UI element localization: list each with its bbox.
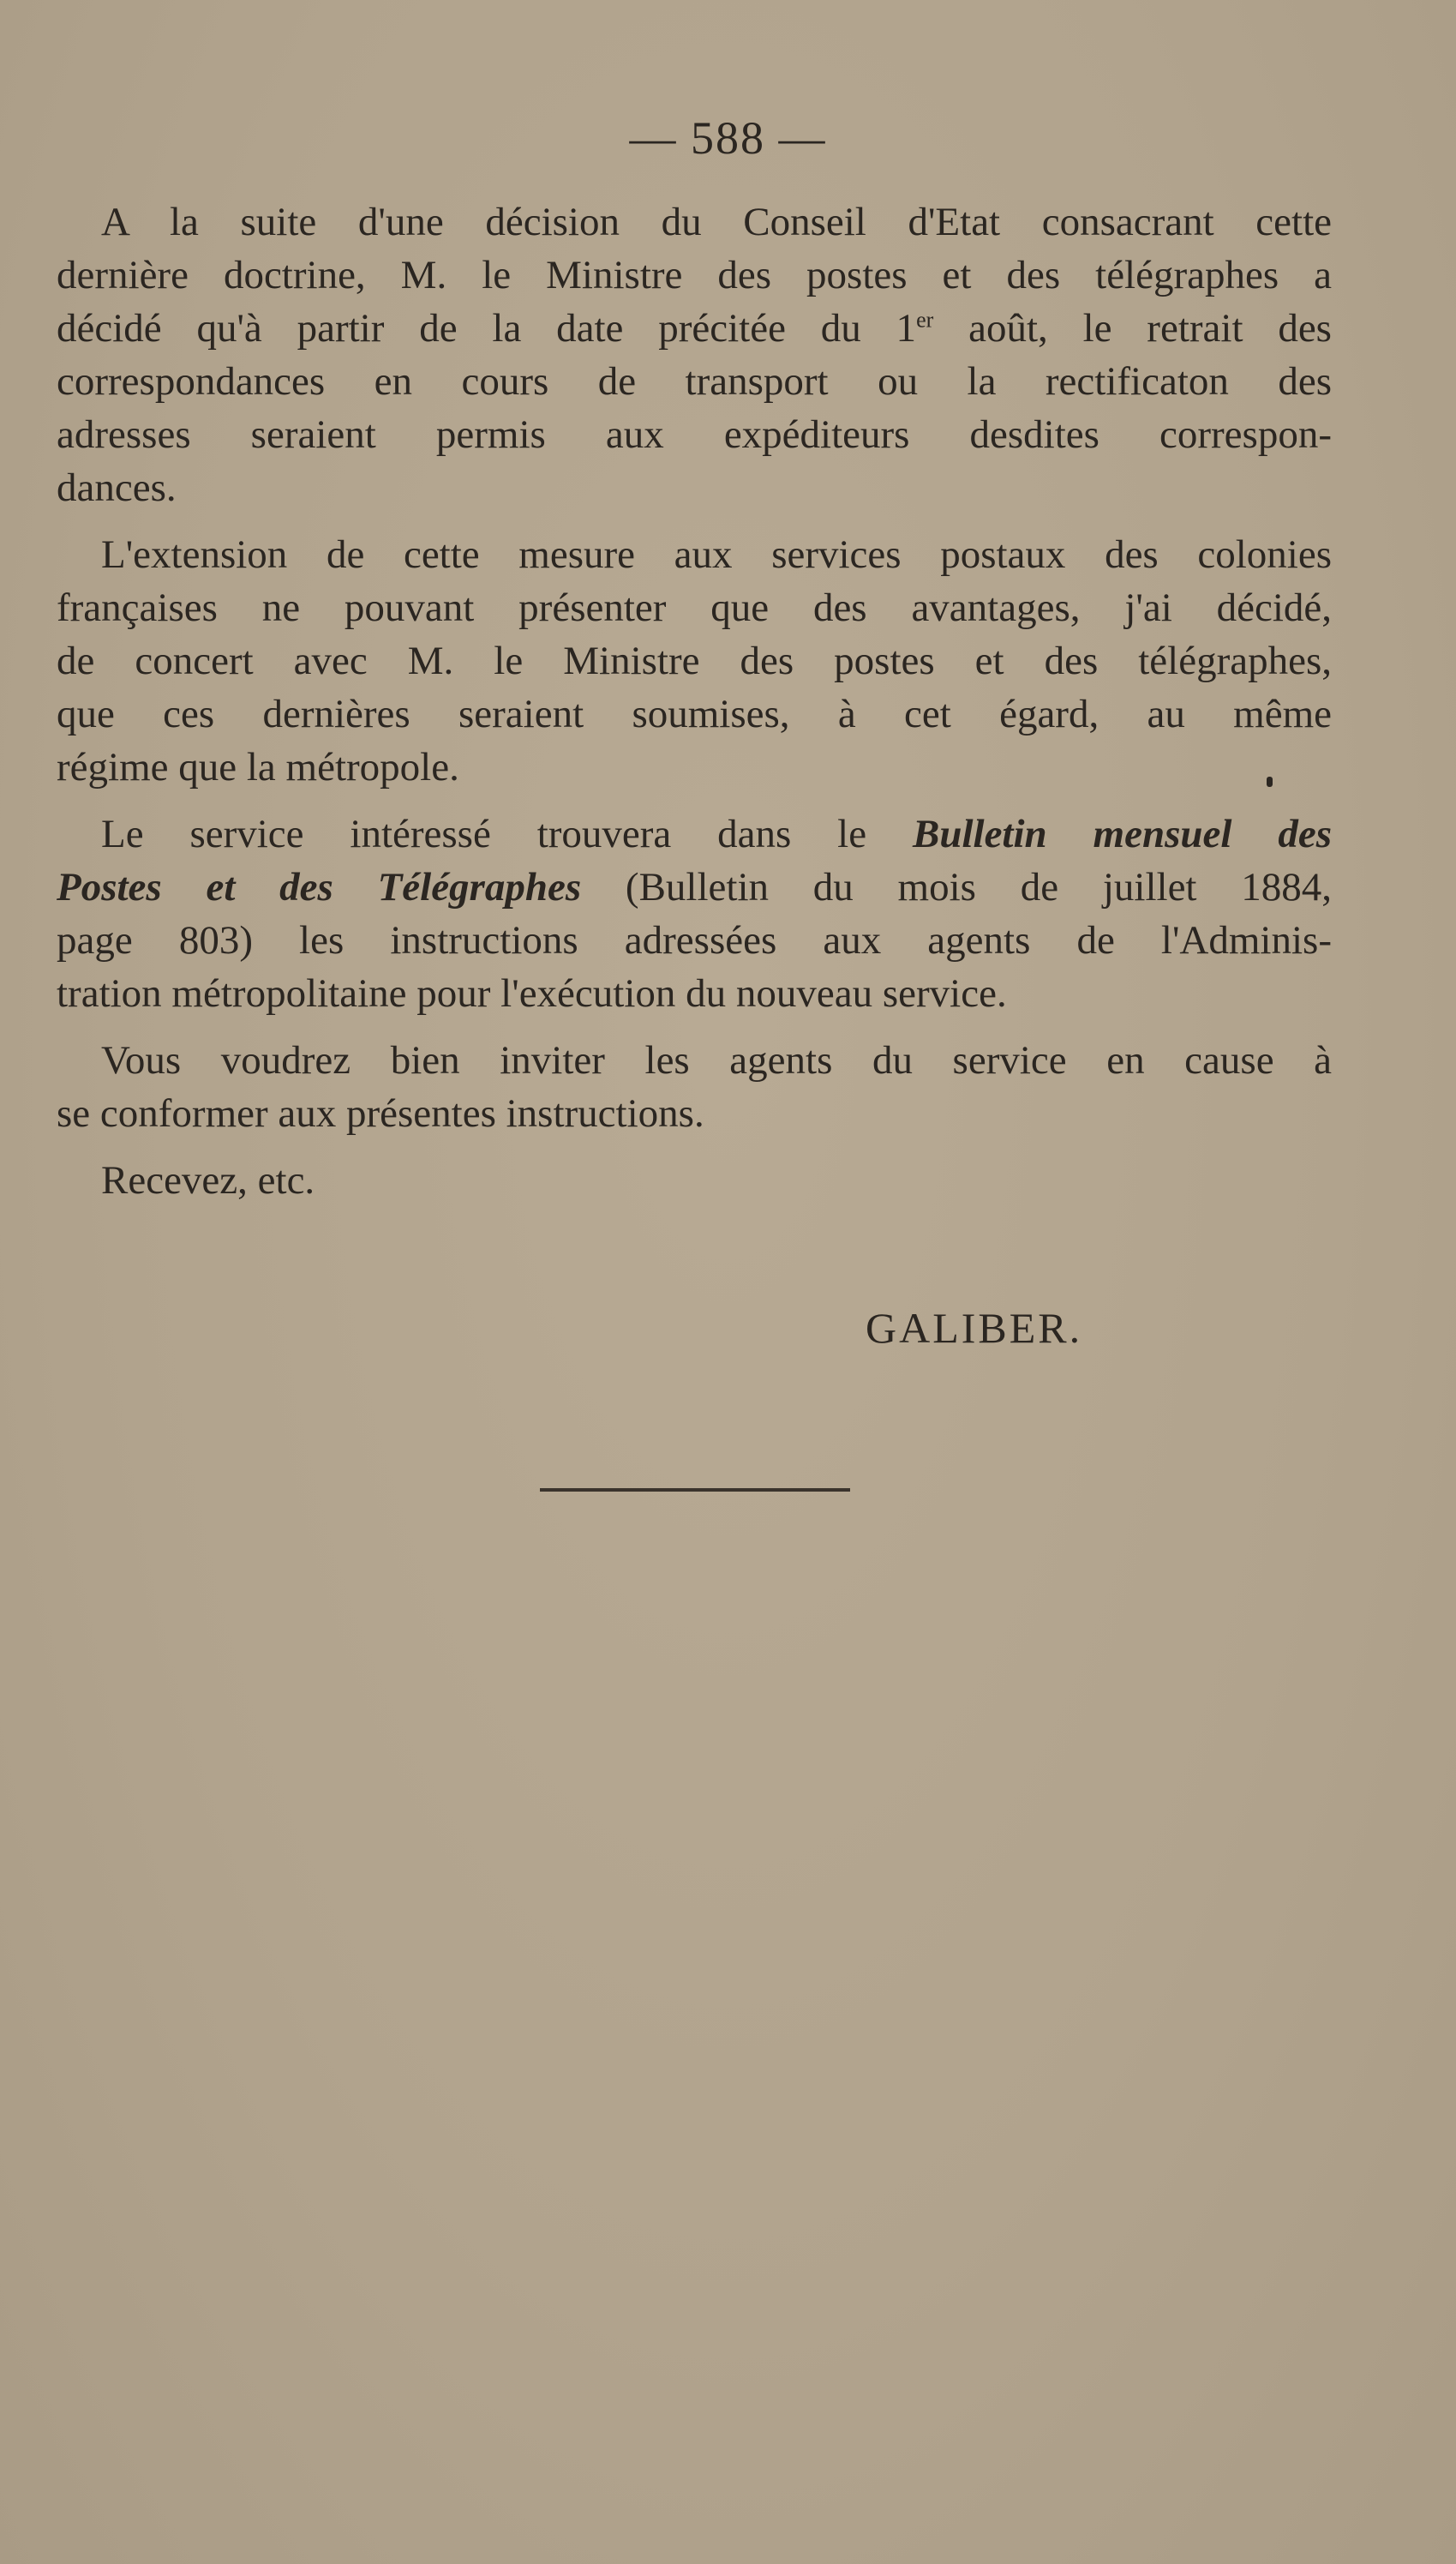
text-segment: Le service intéressé trouvera dans le xyxy=(101,812,913,856)
text-line: de concert avec M. le Ministre des postes et des télégraphes, xyxy=(57,639,1332,683)
text-line: Recevez, etc. xyxy=(101,1158,315,1203)
text-segment: décidé qu'à partir de la date précitée du 1 xyxy=(57,306,917,351)
paragraph-2 xyxy=(57,528,1332,794)
text-line: que ces dernières seraient soumises, à cet égard, au même xyxy=(57,692,1332,736)
horizontal-rule xyxy=(540,1488,850,1492)
text-line: dernière doctrine, M. le Ministre des postes et des télégraphes a xyxy=(57,253,1332,297)
text-line: page 803) les instructions adressées aux agents de l'Adminis- xyxy=(57,918,1332,963)
ink-dot xyxy=(1267,777,1273,787)
text-line: Vous voudrez bien inviter les agents du service en cause à xyxy=(101,1038,1332,1083)
signature: GALIBER. xyxy=(866,1304,1083,1352)
paragraph-5 xyxy=(57,1154,1332,1207)
paragraph-3 xyxy=(57,808,1332,1020)
text-segment: (Bulletin du mois de juillet 1884, xyxy=(581,865,1333,910)
text-line: correspondances en cours de transport ou la rectificaton des xyxy=(57,359,1332,404)
text-line xyxy=(57,861,1332,914)
text-line xyxy=(57,808,1332,861)
text-line: tration métropolitaine pour l'exécution du nouveau service. xyxy=(57,971,1007,1016)
body-text xyxy=(57,195,1332,1221)
text-line: se conformer aux présentes instructions. xyxy=(57,1091,704,1136)
text-line: adresses seraient permis aux expéditeurs desdites correspon- xyxy=(57,412,1332,457)
text-line xyxy=(57,302,1332,355)
superscript: er xyxy=(916,307,934,333)
text-line: L'extension de cette mesure aux services postaux des colonies xyxy=(101,532,1332,577)
paragraph-4 xyxy=(57,1034,1332,1140)
text-line: dances. xyxy=(57,465,177,510)
text-line: françaises ne pouvant présenter que des avantages, j'ai décidé, xyxy=(57,585,1332,630)
italic-title: Bulletin mensuel des xyxy=(912,812,1332,856)
italic-title: Postes et des Télégraphes xyxy=(57,865,582,910)
text-line: régime que la métropole. xyxy=(57,745,459,790)
paragraph-1 xyxy=(57,195,1332,514)
text-segment: août, le retrait des xyxy=(933,306,1332,351)
text-line: A la suite d'une décision du Conseil d'Etat consacrant cette xyxy=(101,200,1332,244)
page-number: — 588 — xyxy=(629,112,827,164)
